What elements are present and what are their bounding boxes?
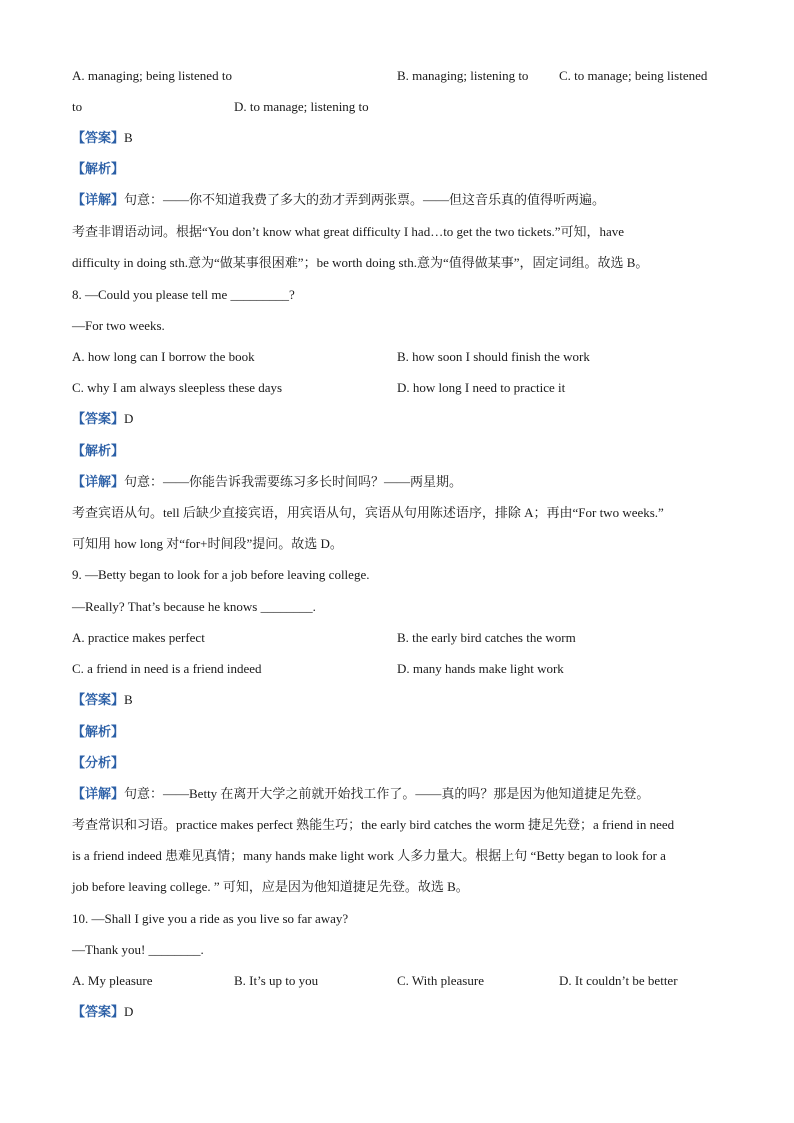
answer-tag: 【答案】	[72, 692, 125, 707]
q7-option-a: A. managing; being listened to	[72, 68, 232, 83]
q7-answer	[72, 130, 133, 146]
q10-option-a: A. My pleasure	[72, 973, 153, 988]
q8-option-a: A. how long can I borrow the book	[72, 349, 255, 364]
q8-option-c: C. why I am always sleepless these days	[72, 380, 283, 395]
q9-option-b: B. the early bird catches the worm	[397, 630, 576, 645]
q10-option-d: D. It couldn’t be better	[559, 973, 678, 988]
q8-option-d: D. how long I need to practice it	[397, 380, 566, 395]
q8-detail-line-3: 可知用 how long 对“for+时间段”提问。故选 D。	[72, 536, 343, 551]
q9-answer	[72, 692, 133, 708]
q7-detail-line-3: difficulty in doing sth.意为“做某事很困难”；be worth doing sth.意为“值得做某事”，固定词组。故选 B。	[72, 255, 649, 270]
q8-stem: 8. —Could you please tell me _________?	[72, 287, 295, 302]
q9-detail-line-1: 【详解】句意：——Betty 在离开大学之前就开始找工作了。——真的吗？那是因为他知道捷足先登。	[72, 786, 650, 801]
q9-option-a: A. practice makes perfect	[72, 630, 205, 645]
analysis-tag: 【解析】	[72, 161, 125, 176]
answer-tag: 【答案】	[72, 130, 125, 145]
q9-detail-line-3: is a friend indeed 患难见真情；many hands make light work 人多力量大。根据上句 “Betty began to look for a	[72, 848, 666, 863]
answer-tag: 【答案】	[72, 1004, 125, 1019]
q8-reply: —For two weeks.	[72, 318, 165, 333]
q7-option-d: D. to manage; listening to	[234, 99, 369, 114]
q10-answer	[72, 1004, 133, 1020]
answer-value: D	[124, 1004, 134, 1019]
q10-option-b: B. It’s up to you	[234, 973, 319, 988]
q9-detail-line-2: 考查常识和习语。practice makes perfect 熟能生巧；the early bird catches the worm 捷足先登；a friend in need	[72, 817, 675, 832]
q9-fenxi-heading	[72, 755, 124, 771]
q7-detail-line-2: 考查非谓语动词。根据“You don’t know what great difficulty I had…to get the two tickets.”可知，have	[72, 224, 625, 239]
q9-analysis-heading	[72, 724, 124, 740]
q7-analysis-heading	[72, 161, 124, 177]
q8-detail-line-1: 【详解】句意：——你能告诉我需要练习多长时间吗？——两星期。	[72, 474, 463, 489]
answer-value: B	[124, 130, 133, 145]
answer-value: B	[124, 692, 133, 707]
answer-value: D	[124, 411, 134, 426]
detail-tag: 【详解】	[72, 474, 125, 489]
detail-tag: 【详解】	[72, 192, 125, 207]
q7-detail-line-1: 【详解】句意：——你不知道我费了多大的劲才弄到两张票。——但这音乐真的值得听两遍。	[72, 192, 606, 207]
q9-detail-line-4: job before leaving college. ” 可知，应是因为他知道捷足先登。故选 B。	[72, 879, 469, 894]
analysis-tag: 【解析】	[72, 724, 125, 739]
q9-stem: 9. —Betty began to look for a job before leaving college.	[72, 567, 370, 582]
q8-option-b: B. how soon I should finish the work	[397, 349, 590, 364]
detail-tag: 【详解】	[72, 786, 125, 801]
q10-stem: 10. —Shall I give you a ride as you live so far away?	[72, 911, 349, 926]
q9-option-d: D. many hands make light work	[397, 661, 564, 676]
analysis-tag: 【解析】	[72, 443, 125, 458]
q9-option-c: C. a friend in need is a friend indeed	[72, 661, 262, 676]
q8-detail-line-2: 考查宾语从句。tell 后缺少直接宾语，用宾语从句，宾语从句用陈述语序，排除 A；再由“For two weeks.”	[72, 505, 664, 520]
q7-option-c-continued: to	[72, 99, 83, 114]
fenxi-tag: 【分析】	[72, 755, 125, 770]
answer-tag: 【答案】	[72, 411, 125, 426]
q10-option-c: C. With pleasure	[397, 973, 484, 988]
q10-reply: —Thank you! ________.	[72, 942, 204, 957]
q9-reply: —Really? That’s because he knows ________.	[72, 599, 316, 614]
q8-analysis-heading	[72, 443, 124, 459]
q7-option-c: C. to manage; being listened	[559, 68, 708, 83]
q8-answer	[72, 411, 133, 427]
q7-option-b: B. managing; listening to	[397, 68, 529, 83]
